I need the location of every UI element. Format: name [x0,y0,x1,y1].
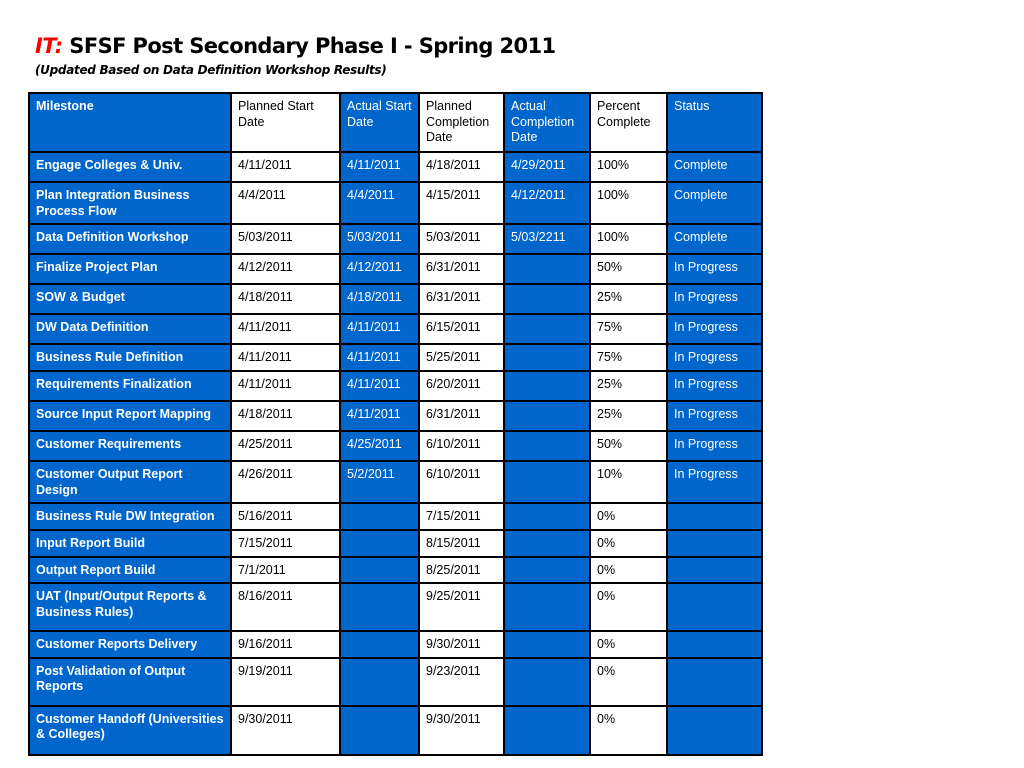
status-cell: Complete [667,224,762,254]
planned-completion-cell: 7/15/2011 [419,503,504,530]
percent-complete-cell: 0% [590,583,667,631]
percent-complete-cell: 25% [590,284,667,314]
title-text: SFSF Post Secondary Phase I - Spring 2011 [62,34,556,58]
milestones-table [28,92,763,756]
planned-completion-cell: 8/25/2011 [419,557,504,584]
title-prefix: IT: [35,34,63,58]
table-header-row [29,93,762,152]
table-row [29,401,762,431]
table-row [29,344,762,371]
planned-start-cell: 7/1/2011 [231,557,340,584]
planned-completion-cell: 6/20/2011 [419,371,504,401]
column-header-actual-completion: Actual Completion Date [504,93,590,152]
milestone-cell: UAT (Input/Output Reports & Business Rules) [29,583,231,631]
planned-completion-cell: 5/03/2011 [419,224,504,254]
planned-completion-cell: 6/31/2011 [419,254,504,284]
actual-completion-cell [504,583,590,631]
table-row [29,557,762,584]
percent-complete-cell: 100% [590,182,667,224]
actual-completion-cell [504,706,590,755]
planned-completion-cell: 6/10/2011 [419,461,504,503]
status-cell [667,583,762,631]
milestone-cell: DW Data Definition [29,314,231,344]
actual-start-cell [340,706,419,755]
table-row [29,461,762,503]
planned-start-cell: 4/11/2011 [231,314,340,344]
table-row [29,371,762,401]
actual-start-cell: 4/11/2011 [340,401,419,431]
status-cell: In Progress [667,254,762,284]
planned-completion-cell: 6/15/2011 [419,314,504,344]
milestone-cell: Output Report Build [29,557,231,584]
actual-completion-cell [504,557,590,584]
actual-completion-cell [504,530,590,557]
status-cell: In Progress [667,401,762,431]
planned-completion-cell: 6/31/2011 [419,284,504,314]
percent-complete-cell: 10% [590,461,667,503]
table-row [29,530,762,557]
planned-completion-cell: 5/25/2011 [419,344,504,371]
milestone-cell: Requirements Finalization [29,371,231,401]
planned-start-cell: 5/03/2011 [231,224,340,254]
table-row [29,583,762,631]
planned-completion-cell: 6/10/2011 [419,431,504,461]
actual-start-cell [340,530,419,557]
actual-start-cell: 4/11/2011 [340,371,419,401]
milestone-cell: SOW & Budget [29,284,231,314]
actual-start-cell: 4/4/2011 [340,182,419,224]
planned-completion-cell: 9/30/2011 [419,631,504,658]
percent-complete-cell: 0% [590,503,667,530]
planned-completion-cell: 9/25/2011 [419,583,504,631]
actual-completion-cell [504,461,590,503]
actual-completion-cell: 5/03/2211 [504,224,590,254]
planned-start-cell: 5/16/2011 [231,503,340,530]
planned-completion-cell: 9/30/2011 [419,706,504,755]
status-cell: Complete [667,152,762,182]
milestone-cell: Customer Reports Delivery [29,631,231,658]
actual-completion-cell: 4/12/2011 [504,182,590,224]
actual-start-cell: 5/03/2011 [340,224,419,254]
actual-start-cell [340,583,419,631]
actual-completion-cell [504,284,590,314]
planned-completion-cell: 9/23/2011 [419,658,504,706]
status-cell [667,503,762,530]
actual-completion-cell [504,631,590,658]
status-cell: In Progress [667,344,762,371]
planned-start-cell: 4/12/2011 [231,254,340,284]
status-cell [667,706,762,755]
page-title [35,34,556,58]
table-row [29,224,762,254]
table-row [29,152,762,182]
planned-completion-cell: 4/15/2011 [419,182,504,224]
planned-start-cell: 4/11/2011 [231,152,340,182]
milestone-cell: Customer Output Report Design [29,461,231,503]
status-cell: In Progress [667,314,762,344]
percent-complete-cell: 0% [590,557,667,584]
actual-start-cell [340,503,419,530]
milestone-cell: Source Input Report Mapping [29,401,231,431]
percent-complete-cell: 50% [590,431,667,461]
percent-complete-cell: 25% [590,401,667,431]
actual-completion-cell [504,314,590,344]
column-header-status: Status [667,93,762,152]
status-cell [667,658,762,706]
planned-start-cell: 4/18/2011 [231,401,340,431]
actual-start-cell [340,658,419,706]
planned-start-cell: 4/25/2011 [231,431,340,461]
table-row [29,631,762,658]
column-header-planned-start: Planned Start Date [231,93,340,152]
column-header-percent-complete: Percent Complete [590,93,667,152]
planned-start-cell: 9/30/2011 [231,706,340,755]
table-row [29,284,762,314]
actual-start-cell [340,557,419,584]
planned-start-cell: 9/16/2011 [231,631,340,658]
table-row [29,254,762,284]
planned-start-cell: 9/19/2011 [231,658,340,706]
planned-start-cell: 4/11/2011 [231,344,340,371]
planned-start-cell: 8/16/2011 [231,583,340,631]
milestone-cell: Data Definition Workshop [29,224,231,254]
milestone-cell: Business Rule Definition [29,344,231,371]
milestone-cell: Plan Integration Business Process Flow [29,182,231,224]
milestone-cell: Customer Handoff (Universities & Colleges) [29,706,231,755]
actual-start-cell: 4/18/2011 [340,284,419,314]
column-header-planned-completion: Planned Completion Date [419,93,504,152]
actual-start-cell: 4/11/2011 [340,152,419,182]
percent-complete-cell: 75% [590,344,667,371]
percent-complete-cell: 75% [590,314,667,344]
milestone-cell: Finalize Project Plan [29,254,231,284]
table-row [29,431,762,461]
column-header-milestone: Milestone [29,93,231,152]
status-cell [667,557,762,584]
table-row [29,658,762,706]
percent-complete-cell: 100% [590,152,667,182]
actual-completion-cell: 4/29/2011 [504,152,590,182]
planned-start-cell: 7/15/2011 [231,530,340,557]
actual-completion-cell [504,658,590,706]
actual-completion-cell [504,503,590,530]
actual-completion-cell [504,401,590,431]
column-header-actual-start: Actual Start Date [340,93,419,152]
planned-completion-cell: 6/31/2011 [419,401,504,431]
planned-completion-cell: 4/18/2011 [419,152,504,182]
percent-complete-cell: 0% [590,706,667,755]
table-row [29,182,762,224]
status-cell [667,631,762,658]
status-cell [667,530,762,557]
planned-start-cell: 4/11/2011 [231,371,340,401]
milestone-cell: Business Rule DW Integration [29,503,231,530]
table-row [29,706,762,755]
milestone-cell: Engage Colleges & Univ. [29,152,231,182]
status-cell: In Progress [667,461,762,503]
table-row [29,314,762,344]
actual-start-cell: 4/11/2011 [340,314,419,344]
milestone-cell: Post Validation of Output Reports [29,658,231,706]
status-cell: In Progress [667,284,762,314]
actual-completion-cell [504,431,590,461]
actual-start-cell [340,631,419,658]
status-cell: In Progress [667,431,762,461]
status-cell: In Progress [667,371,762,401]
actual-completion-cell [504,371,590,401]
percent-complete-cell: 0% [590,530,667,557]
percent-complete-cell: 0% [590,658,667,706]
percent-complete-cell: 0% [590,631,667,658]
milestone-cell: Customer Requirements [29,431,231,461]
actual-start-cell: 4/11/2011 [340,344,419,371]
milestone-cell: Input Report Build [29,530,231,557]
actual-completion-cell [504,254,590,284]
planned-start-cell: 4/4/2011 [231,182,340,224]
status-cell: Complete [667,182,762,224]
actual-start-cell: 5/2/2011 [340,461,419,503]
actual-completion-cell [504,344,590,371]
percent-complete-cell: 25% [590,371,667,401]
actual-start-cell: 4/25/2011 [340,431,419,461]
actual-start-cell: 4/12/2011 [340,254,419,284]
planned-start-cell: 4/18/2011 [231,284,340,314]
percent-complete-cell: 50% [590,254,667,284]
page-subtitle: (Updated Based on Data Definition Workshop Results) [35,63,387,77]
planned-completion-cell: 8/15/2011 [419,530,504,557]
percent-complete-cell: 100% [590,224,667,254]
planned-start-cell: 4/26/2011 [231,461,340,503]
table-row [29,503,762,530]
